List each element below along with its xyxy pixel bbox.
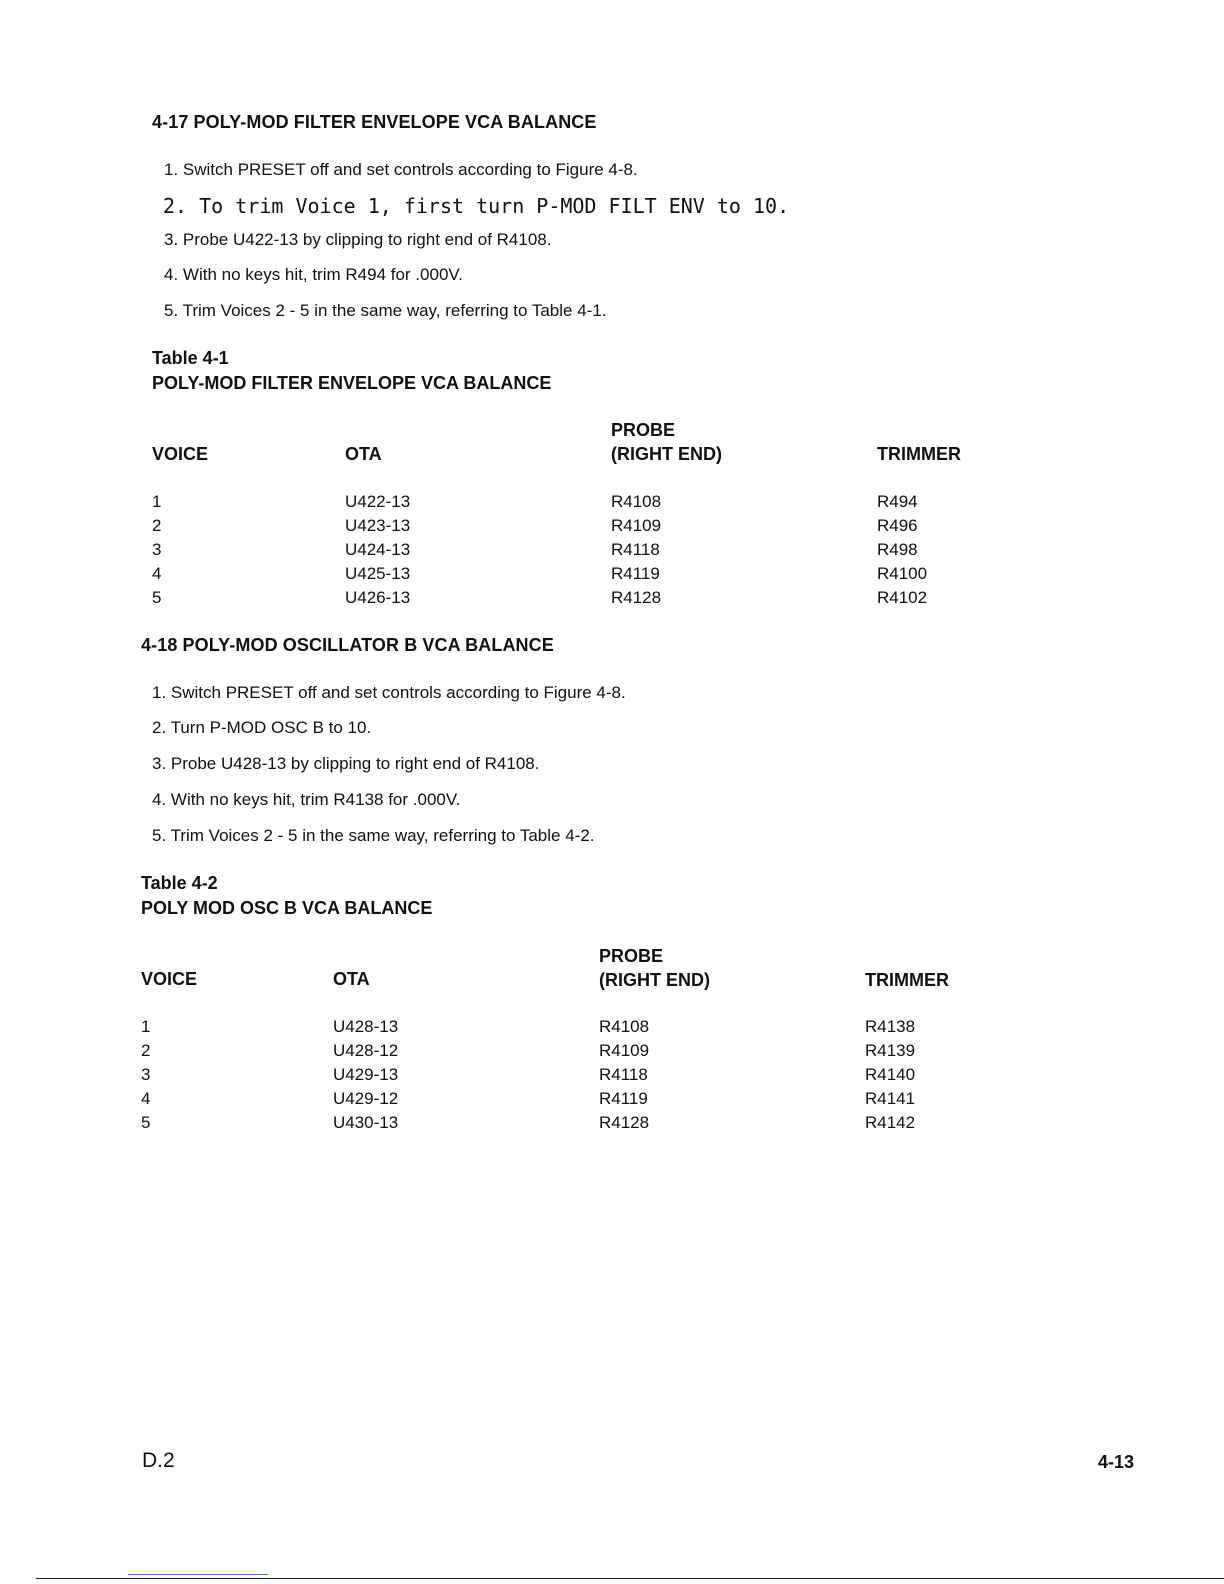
step-4: 4. With no keys hit, trim R494 for .000V. — [164, 265, 463, 284]
table-cell: R4100 — [877, 564, 928, 583]
col-probe — [599, 1015, 649, 1135]
table-cell: R4118 — [599, 1065, 648, 1084]
section-heading-4-17: 4-17 POLY-MOD FILTER ENVELOPE VCA BALANCE — [152, 112, 597, 132]
table-number: Table 4-2 — [141, 873, 218, 893]
step-5: 5. Trim Voices 2 - 5 in the same way, referring to Table 4-1. — [164, 301, 607, 320]
col-trimmer — [877, 490, 927, 610]
table-cell: 2 — [141, 1041, 151, 1060]
table-cell: R494 — [877, 492, 918, 511]
col-header-trimmer: TRIMMER — [865, 970, 949, 990]
table-cell: R4109 — [599, 1041, 650, 1060]
bottom-link-rule — [128, 1574, 268, 1575]
table-cell: R4142 — [865, 1113, 916, 1132]
table-cell: R4108 — [599, 1017, 650, 1036]
table-caption — [152, 346, 551, 396]
table-cell: R4128 — [599, 1113, 650, 1132]
table-cell: U429-12 — [333, 1089, 399, 1108]
table-cell: U429-13 — [333, 1065, 399, 1084]
table-title: POLY MOD OSC B VCA BALANCE — [141, 898, 433, 918]
col-header-voice: VOICE — [141, 969, 198, 989]
step-2: 2. To trim Voice 1, first turn P-MOD FILT ENV to 10. — [163, 194, 790, 218]
table-cell: 1 — [141, 1017, 151, 1036]
table-cell: U422-13 — [345, 492, 411, 511]
table-cell: 3 — [152, 540, 162, 559]
table-cell: R4108 — [611, 492, 662, 511]
table-number: Table 4-1 — [152, 348, 229, 368]
table-cell: 2 — [152, 516, 162, 535]
col-header-probe — [611, 418, 722, 466]
table-cell: U423-13 — [345, 516, 411, 535]
table-cell: R4138 — [865, 1017, 916, 1036]
table-cell: U428-12 — [333, 1041, 399, 1060]
col-voice — [152, 490, 161, 610]
table-cell: U426-13 — [345, 588, 411, 607]
section-heading-4-18: 4-18 POLY-MOD OSCILLATOR B VCA BALANCE — [141, 635, 554, 655]
table-cell: R4119 — [599, 1089, 648, 1108]
col-header-probe-line1: PROBE — [599, 946, 664, 966]
col-header-probe — [599, 944, 710, 992]
step-3: 3. Probe U428-13 by clipping to right end of R4108. — [152, 754, 540, 773]
page-number: 4-13 — [1098, 1452, 1135, 1472]
footer-revision: D.2 — [142, 1449, 175, 1472]
col-voice — [141, 1015, 150, 1135]
table-cell: U425-13 — [345, 564, 411, 583]
table-cell: U424-13 — [345, 540, 411, 559]
table-cell: R4118 — [611, 540, 660, 559]
bottom-rule — [36, 1578, 1224, 1579]
table-cell: 3 — [141, 1065, 151, 1084]
step-3: 3. Probe U422-13 by clipping to right end of R4108. — [164, 230, 552, 249]
table-cell: R498 — [877, 540, 918, 559]
col-header-ota: OTA — [345, 444, 382, 464]
step-5: 5. Trim Voices 2 - 5 in the same way, referring to Table 4-2. — [152, 826, 595, 845]
step-1: 1. Switch PRESET off and set controls according to Figure 4-8. — [164, 160, 638, 179]
table-cell: 1 — [152, 492, 162, 511]
table-cell: R4141 — [865, 1089, 916, 1108]
table-cell: R496 — [877, 516, 918, 535]
table-cell: R4128 — [611, 588, 662, 607]
col-header-probe-line2: (RIGHT END) — [611, 444, 722, 464]
table-cell: 5 — [141, 1113, 151, 1132]
table-cell: U428-13 — [333, 1017, 399, 1036]
table-cell: 4 — [141, 1089, 151, 1108]
step-4: 4. With no keys hit, trim R4138 for .000V. — [152, 790, 461, 809]
col-header-trimmer: TRIMMER — [877, 444, 961, 464]
table-cell: 5 — [152, 588, 162, 607]
table-title: POLY-MOD FILTER ENVELOPE VCA BALANCE — [152, 373, 552, 393]
table-cell: R4119 — [611, 564, 660, 583]
col-trimmer — [865, 1015, 915, 1135]
col-header-voice: VOICE — [152, 444, 209, 464]
step-2: 2. Turn P-MOD OSC B to 10. — [152, 718, 372, 737]
table-caption — [141, 871, 432, 921]
step-1: 1. Switch PRESET off and set controls according to Figure 4-8. — [152, 683, 626, 702]
table-cell: U430-13 — [333, 1113, 399, 1132]
table-cell: R4140 — [865, 1065, 916, 1084]
col-header-probe-line2: (RIGHT END) — [599, 970, 710, 990]
col-ota — [333, 1015, 398, 1135]
table-cell: R4102 — [877, 588, 928, 607]
table-cell: R4109 — [611, 516, 662, 535]
col-ota — [345, 490, 410, 610]
table-cell: 4 — [152, 564, 162, 583]
col-header-ota: OTA — [333, 969, 370, 989]
col-probe — [611, 490, 661, 610]
table-cell: R4139 — [865, 1041, 916, 1060]
col-header-probe-line1: PROBE — [611, 420, 676, 440]
